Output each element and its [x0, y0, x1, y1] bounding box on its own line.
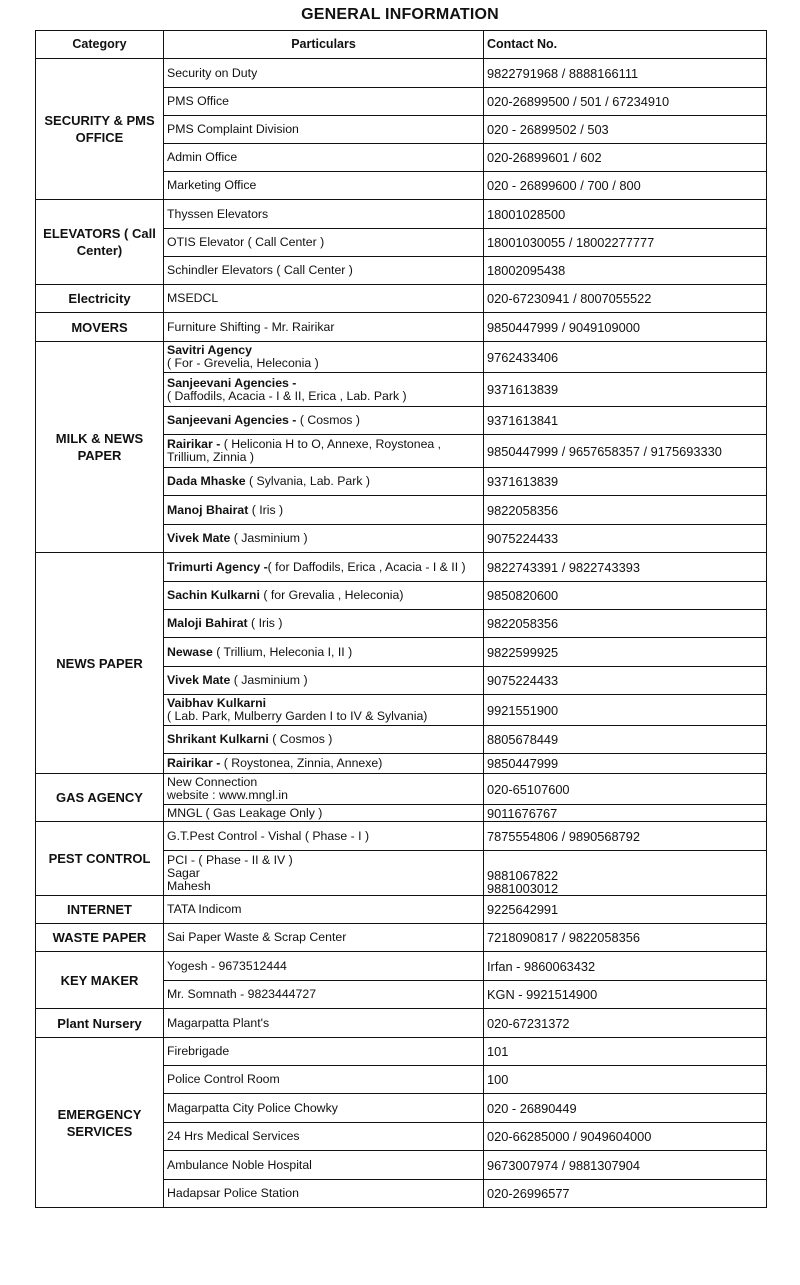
provider-detail: ( for Daffodils, Erica , Acacia - I & II ): [267, 559, 466, 574]
particulars-cell: [164, 468, 484, 496]
particulars-cell: [164, 610, 484, 638]
contact-cell: 020-26996577: [484, 1180, 767, 1208]
category-cell: WASTE PAPER: [36, 924, 164, 952]
particulars-cell: [164, 342, 484, 373]
particulars-cell: [164, 407, 484, 435]
particulars-cell: MNGL ( Gas Leakage Only ): [164, 805, 484, 822]
particulars-cell: Yogesh - 9673512444: [164, 952, 484, 981]
contact-cell: 9075224433: [484, 525, 767, 553]
provider-name: Sanjeevani Agencies -: [167, 375, 297, 390]
contact-cell: Irfan - 9860063432: [484, 952, 767, 981]
table-row: [36, 952, 767, 981]
contact-cell: 020-26899601 / 602: [484, 144, 767, 172]
particulars-cell: Furniture Shifting - Mr. Rairikar: [164, 313, 484, 342]
contact-cell: 9371613839: [484, 373, 767, 407]
contact-cell: 9762433406: [484, 342, 767, 373]
category-cell: EMERGENCY SERVICES: [36, 1038, 164, 1208]
contact-cell: 7218090817 / 9822058356: [484, 924, 767, 952]
contact-cell: 020-65107600: [484, 774, 767, 805]
contact-cell: 101: [484, 1038, 767, 1066]
particulars-cell: MSEDCL: [164, 285, 484, 313]
contact-cell: 9371613839: [484, 468, 767, 496]
contact-cell: 9822743391 / 9822743393: [484, 553, 767, 582]
provider-coverage: ( Daffodils, Acacia - I & II, Erica , Lab. Park ): [167, 388, 407, 403]
provider-detail: ( Sylvania, Lab. Park ): [245, 474, 370, 488]
particulars-cell: Thyssen Elevators: [164, 200, 484, 229]
particulars-cell: [164, 695, 484, 726]
particulars-cell: Schindler Elevators ( Call Center ): [164, 257, 484, 285]
provider-detail: ( Iris ): [247, 616, 283, 630]
header-contact: Contact No.: [484, 31, 767, 59]
category-cell: GAS AGENCY: [36, 774, 164, 822]
particulars-cell: [164, 726, 484, 754]
contact-cell: 9850447999 / 9657658357 / 9175693330: [484, 435, 767, 468]
contact-cell: 9850447999: [484, 754, 767, 774]
contact-cell: 7875554806 / 9890568792: [484, 822, 767, 851]
contact-cell: 8805678449: [484, 726, 767, 754]
category-cell: ELEVATORS ( Call Center): [36, 200, 164, 285]
contact-cell: 9371613841: [484, 407, 767, 435]
particulars-cell: Security on Duty: [164, 59, 484, 88]
particulars-cell: [164, 582, 484, 610]
particulars-cell: [164, 638, 484, 667]
provider-detail: ( Jasminium ): [230, 531, 308, 545]
provider-name: Vaibhav Kulkarni: [167, 696, 267, 710]
particulars-cell: [164, 373, 484, 407]
provider-detail: ( Heliconia H to O, Annexe, Roystonea ,: [220, 437, 442, 451]
contact-line: 9881067822: [487, 868, 559, 883]
provider-name: Maloji Bahirat: [167, 616, 248, 630]
particulars-line: website : www.mngl.in: [167, 788, 288, 802]
contact-cell: 18001030055 / 18002277777: [484, 229, 767, 257]
provider-coverage: ( For - Grevelia, Heleconia ): [167, 356, 319, 370]
table-row: [36, 1009, 767, 1038]
particulars-cell: [164, 496, 484, 525]
provider-name: Sanjeevani Agencies -: [167, 413, 297, 427]
page-title: GENERAL INFORMATION: [301, 6, 499, 23]
particulars-cell: [164, 851, 484, 896]
category-cell: Plant Nursery: [36, 1009, 164, 1038]
particulars-cell: Firebrigade: [164, 1038, 484, 1066]
table-row: [36, 1038, 767, 1066]
contact-cell: 9225642991: [484, 896, 767, 924]
provider-name: Rairikar -: [167, 437, 221, 451]
provider-coverage: Trillium, Zinnia ): [167, 450, 254, 464]
contact-table: [35, 30, 767, 1208]
provider-name: Rairikar -: [167, 756, 221, 770]
provider-detail: ( Roystonea, Zinnia, Annexe): [220, 756, 383, 770]
provider-name: Sachin Kulkarni: [167, 588, 260, 602]
particulars-cell: [164, 553, 484, 582]
header-particulars: Particulars: [164, 31, 484, 59]
category-cell: Electricity: [36, 285, 164, 313]
particulars-cell: Marketing Office: [164, 172, 484, 200]
contact-cell: 020-67230941 / 8007055522: [484, 285, 767, 313]
particulars-cell: PMS Office: [164, 88, 484, 116]
contact-cell: 18001028500: [484, 200, 767, 229]
particulars-cell: Mr. Somnath - 9823444727: [164, 981, 484, 1009]
particulars-line: New Connection: [167, 775, 258, 789]
contact-cell: 100: [484, 1066, 767, 1094]
provider-name: Shrikant Kulkarni: [167, 732, 269, 746]
particulars-cell: Sai Paper Waste & Scrap Center: [164, 924, 484, 952]
particulars-line: PCI - ( Phase - II & IV ): [167, 852, 293, 867]
provider-detail: ( Trillium, Heleconia I, II ): [212, 644, 353, 659]
contact-cell: 9822058356: [484, 496, 767, 525]
contact-cell: 9673007974 / 9881307904: [484, 1151, 767, 1180]
category-cell: NEWS PAPER: [36, 553, 164, 774]
particulars-line: Sagar: [167, 865, 200, 880]
table-row: [36, 924, 767, 952]
provider-detail: ( Jasminium ): [230, 673, 308, 687]
table-row: [36, 342, 767, 373]
particulars-cell: Magarpatta Plant's: [164, 1009, 484, 1038]
particulars-cell: 24 Hrs Medical Services: [164, 1123, 484, 1151]
particulars-cell: Admin Office: [164, 144, 484, 172]
contact-cell: 9921551900: [484, 695, 767, 726]
provider-name: Vivek Mate: [167, 673, 231, 687]
particulars-cell: Magarpatta City Police Chowky: [164, 1094, 484, 1123]
provider-detail: ( for Grevalia , Heleconia): [259, 588, 404, 602]
contact-cell: 9822058356: [484, 610, 767, 638]
table-row: [36, 59, 767, 88]
provider-name: Vivek Mate: [167, 531, 231, 545]
category-cell: SECURITY & PMS OFFICE: [36, 59, 164, 200]
provider-detail: ( Cosmos ): [296, 413, 360, 427]
provider-name: Trimurti Agency -: [167, 559, 268, 574]
particulars-cell: [164, 774, 484, 805]
contact-cell: 9075224433: [484, 667, 767, 695]
contact-cell: 020 - 26899502 / 503: [484, 116, 767, 144]
contact-cell: 9822599925: [484, 638, 767, 667]
particulars-cell: Hadapsar Police Station: [164, 1180, 484, 1208]
contact-cell: 020-67231372: [484, 1009, 767, 1038]
contact-cell: [484, 851, 767, 896]
particulars-cell: G.T.Pest Control - Vishal ( Phase - I ): [164, 822, 484, 851]
contact-cell: 020-66285000 / 9049604000: [484, 1123, 767, 1151]
particulars-cell: Ambulance Noble Hospital: [164, 1151, 484, 1180]
provider-name: Newase: [167, 644, 213, 659]
contact-cell: 020 - 26899600 / 700 / 800: [484, 172, 767, 200]
particulars-cell: [164, 667, 484, 695]
provider-coverage: ( Lab. Park, Mulberry Garden I to IV & Sylvania): [167, 709, 428, 723]
particulars-line: Mahesh: [167, 878, 211, 893]
contact-cell: 020-26899500 / 501 / 67234910: [484, 88, 767, 116]
particulars-cell: [164, 525, 484, 553]
particulars-cell: OTIS Elevator ( Call Center ): [164, 229, 484, 257]
provider-detail: ( Cosmos ): [268, 732, 333, 746]
particulars-cell: Police Control Room: [164, 1066, 484, 1094]
contact-cell: 9822791968 / 8888166111: [484, 59, 767, 88]
header-category: Category: [36, 31, 164, 59]
category-cell: KEY MAKER: [36, 952, 164, 1009]
provider-name: Manoj Bhairat: [167, 502, 249, 517]
table-body: [36, 59, 767, 1208]
table-row: [36, 774, 767, 805]
contact-cell: 9850820600: [484, 582, 767, 610]
table-row: [36, 553, 767, 582]
contact-cell: 020 - 26890449: [484, 1094, 767, 1123]
table-row: [36, 200, 767, 229]
table-row: [36, 896, 767, 924]
particulars-cell: TATA Indicom: [164, 896, 484, 924]
table-header-row: [36, 31, 767, 59]
particulars-cell: PMS Complaint Division: [164, 116, 484, 144]
contact-cell: 9850447999 / 9049109000: [484, 313, 767, 342]
table-row: [36, 822, 767, 851]
table-row: [36, 285, 767, 313]
contact-line: 9881003012: [487, 881, 559, 896]
contact-cell: 9011676767: [484, 805, 767, 822]
particulars-cell: [164, 754, 484, 774]
particulars-cell: [164, 435, 484, 468]
category-cell: INTERNET: [36, 896, 164, 924]
category-cell: PEST CONTROL: [36, 822, 164, 896]
category-cell: MILK & NEWS PAPER: [36, 342, 164, 553]
contact-cell: KGN - 9921514900: [484, 981, 767, 1009]
provider-name: Dada Mhaske: [167, 474, 246, 488]
contact-cell: 18002095438: [484, 257, 767, 285]
category-cell: MOVERS: [36, 313, 164, 342]
provider-detail: ( Iris ): [248, 502, 284, 517]
provider-name: Savitri Agency: [167, 343, 252, 357]
table-row: [36, 313, 767, 342]
